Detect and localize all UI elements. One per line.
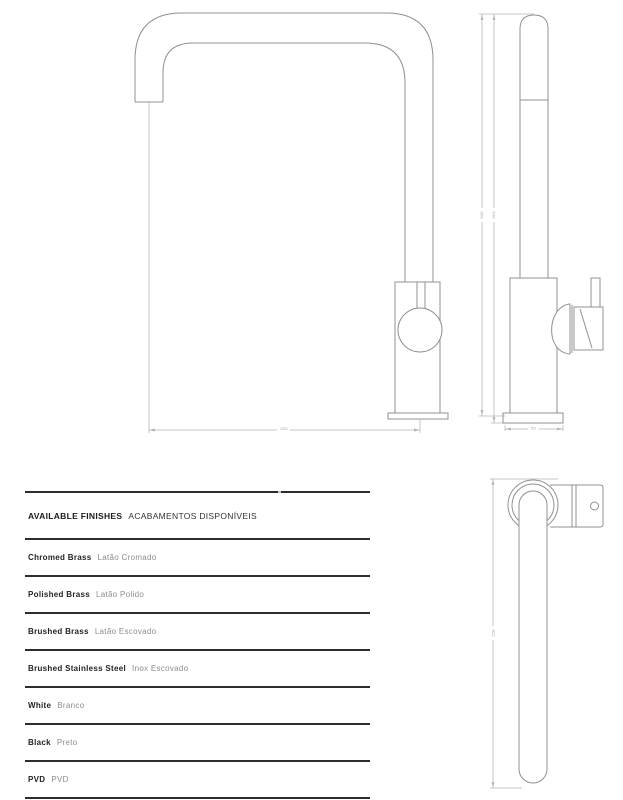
dim-arrow [481,14,484,20]
finish-name-en: PVD [28,775,46,784]
side-height-spout-label: 310 [491,211,496,219]
handle-mount-bulge [552,304,570,354]
handle-knob-front [398,308,442,352]
finish-name-pt: Inox Escovado [132,664,189,673]
finish-name-en: Black [28,738,51,747]
finish-name-en: Brushed Stainless Steel [28,664,127,673]
finish-row-brushed-stainless-steel [25,651,370,688]
handle-joint-lines-top [572,485,576,527]
dim-arrow [492,479,495,485]
dim-arrow [149,429,155,432]
cartridge-lines [417,282,425,308]
base-plate-front [388,413,448,419]
finish-name-pt: Branco [57,701,85,710]
side-height-total-label: 342 [479,211,484,219]
finish-name-en: White [28,701,52,710]
top-view-drawing [490,479,603,788]
faucet-body-side [510,278,557,413]
finishes-header-en: AVAILABLE FINISHES [28,510,123,521]
finishes-table [25,491,370,799]
finish-row-brushed-brass [25,614,370,651]
side-base-dimension-label: 50 [531,425,536,431]
handle-block-side [574,307,603,350]
dim-arrow [492,782,495,788]
finishes-table-header [25,493,370,540]
handle-lever-stem [591,278,600,307]
dim-arrow [493,14,496,20]
finish-name-en: Brushed Brass [28,627,89,636]
side-view-drawing [479,14,603,431]
front-view-drawing [135,13,448,433]
finish-name-pt: Preto [56,738,78,747]
finish-row-pvd [25,762,370,799]
spout-outer-outline [135,13,433,282]
finish-name-pt: PVD [51,775,69,784]
spout-inner-outline [163,43,405,282]
top-depth-dimension-label: 228 [490,629,496,637]
finish-row-chromed-brass [25,540,370,577]
spout-capsule-top [519,491,547,783]
finish-row-white [25,688,370,725]
dim-arrow [481,410,484,416]
finish-name-en: Polished Brass [28,590,91,599]
dim-arrow [414,429,420,432]
dim-arrow [493,417,496,423]
handle-screw-hole [591,502,599,510]
finish-name-pt: Latão Cromado [97,553,157,562]
finish-row-polished-brass [25,577,370,614]
finish-name-en: Chromed Brass [28,553,92,562]
dim-arrow [505,428,511,431]
base-plate-side [503,413,563,423]
finish-row-black [25,725,370,762]
dim-arrow [557,428,563,431]
finish-name-pt: Latão Polido [96,590,145,599]
finishes-header-pt: ACABAMENTOS DISPONÍVEIS [128,510,257,521]
finish-name-pt: Latão Escovado [94,627,157,636]
spout-side-profile [520,15,548,278]
front-width-dimension-label: 220 [280,426,288,431]
